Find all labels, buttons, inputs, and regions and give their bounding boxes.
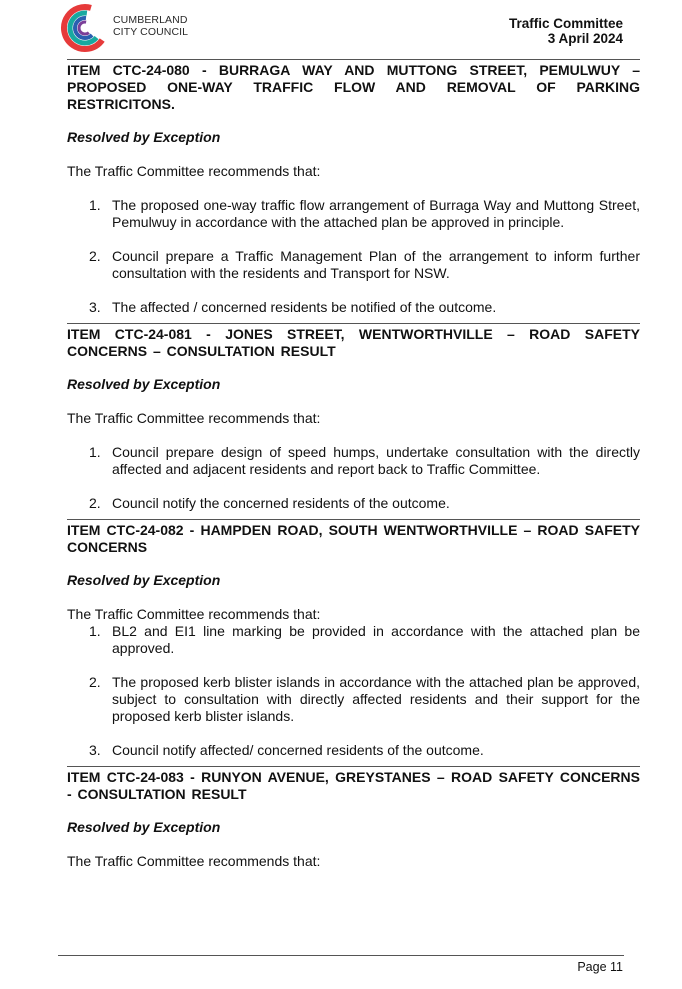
recommendation-number: 3. bbox=[89, 742, 101, 758]
recommendation-item bbox=[67, 248, 640, 282]
agenda-item-080 bbox=[67, 59, 640, 316]
agenda-item-081 bbox=[67, 323, 640, 512]
meeting-date: 3 April 2024 bbox=[547, 31, 623, 46]
recommendation-item bbox=[67, 674, 640, 725]
recommendation-intro: The Traffic Committee recommends that: bbox=[67, 410, 321, 426]
recommendation-item bbox=[67, 495, 640, 512]
recommendation-item bbox=[67, 299, 640, 316]
recommendation-item bbox=[67, 742, 640, 759]
recommendation-number: 1. bbox=[89, 197, 101, 213]
logo-line-2: CITY COUNCIL bbox=[113, 26, 189, 38]
recommendation-intro: The Traffic Committee recommends that: bbox=[67, 163, 321, 179]
agenda-item-082 bbox=[67, 519, 640, 759]
item-title: ITEM CTC-24-083 - RUNYON AVENUE, GREYSTANES – ROAD SAFETY CONCERNS - CONSULTATION RESULT bbox=[67, 769, 640, 802]
recommendation-list bbox=[67, 197, 640, 316]
recommendation-number: 2. bbox=[89, 248, 101, 264]
agenda-item-083 bbox=[67, 766, 640, 870]
cumberland-council-logo bbox=[60, 2, 260, 54]
recommendation-text: BL2 and EI1 line marking be provided in accordance with the attached plan be approved. bbox=[112, 623, 640, 656]
logo-wordmark bbox=[113, 14, 188, 38]
recommendation-text: Council notify the concerned residents of the outcome. bbox=[112, 495, 450, 511]
recommendation-item bbox=[67, 444, 640, 478]
footer-divider bbox=[58, 955, 624, 956]
recommendation-number: 2. bbox=[89, 674, 101, 690]
recommendation-text: The proposed one-way traffic flow arrangement of Burraga Way and Muttong Street, Pemulwuy in accordance with the attached plan be approved in principle. bbox=[112, 197, 640, 230]
recommendation-text: The affected / concerned residents be notified of the outcome. bbox=[112, 299, 497, 315]
recommendation-number: 1. bbox=[89, 444, 101, 460]
document-header-meta bbox=[509, 16, 623, 46]
page-number: Page 11 bbox=[577, 960, 623, 974]
recommendation-intro: The Traffic Committee recommends that: bbox=[67, 606, 321, 622]
recommendation-intro: The Traffic Committee recommends that: bbox=[67, 853, 321, 869]
recommendation-item bbox=[67, 197, 640, 231]
item-title: ITEM CTC-24-080 - BURRAGA WAY AND MUTTONG STREET, PEMULWUY – PROPOSED ONE-WAY TRAFFIC FLOW AND REMOVAL OF PARKING RESTRICITONS. bbox=[67, 62, 640, 112]
recommendation-number: 3. bbox=[89, 299, 101, 315]
recommendation-text: Council prepare a Traffic Management Plan of the arrangement to inform further consultation with the residents and Transport for NSW. bbox=[112, 248, 640, 281]
recommendation-list bbox=[67, 444, 640, 512]
logo-line-1: CUMBERLAND bbox=[113, 14, 188, 26]
recommendation-number: 1. bbox=[89, 623, 101, 639]
recommendation-item bbox=[67, 623, 640, 657]
resolved-status: Resolved by Exception bbox=[67, 376, 221, 392]
committee-name: Traffic Committee bbox=[508, 16, 623, 31]
resolved-status: Resolved by Exception bbox=[67, 129, 221, 145]
item-title: ITEM CTC-24-082 - HAMPDEN ROAD, SOUTH WENTWORTHVILLE – ROAD SAFETY CONCERNS bbox=[67, 522, 640, 555]
recommendation-number: 2. bbox=[89, 495, 101, 511]
recommendation-text: Council notify affected/ concerned residents of the outcome. bbox=[112, 742, 484, 758]
item-title: ITEM CTC-24-081 - JONES STREET, WENTWORTHVILLE – ROAD SAFETY CONCERNS – CONSULTATION RESULT bbox=[67, 326, 640, 359]
council-c-icon bbox=[60, 2, 112, 54]
recommendation-text: The proposed kerb blister islands in accordance with the attached plan be approved, subject to consultation with directly affected residents and their support for the proposed kerb blister islands. bbox=[112, 674, 640, 724]
recommendation-text: Council prepare design of speed humps, undertake consultation with the directly affected and adjacent residents and report back to Traffic Committee. bbox=[112, 444, 640, 477]
minutes-body bbox=[67, 59, 640, 870]
recommendation-list bbox=[67, 623, 640, 759]
resolved-status: Resolved by Exception bbox=[67, 819, 221, 835]
resolved-status: Resolved by Exception bbox=[67, 572, 221, 588]
